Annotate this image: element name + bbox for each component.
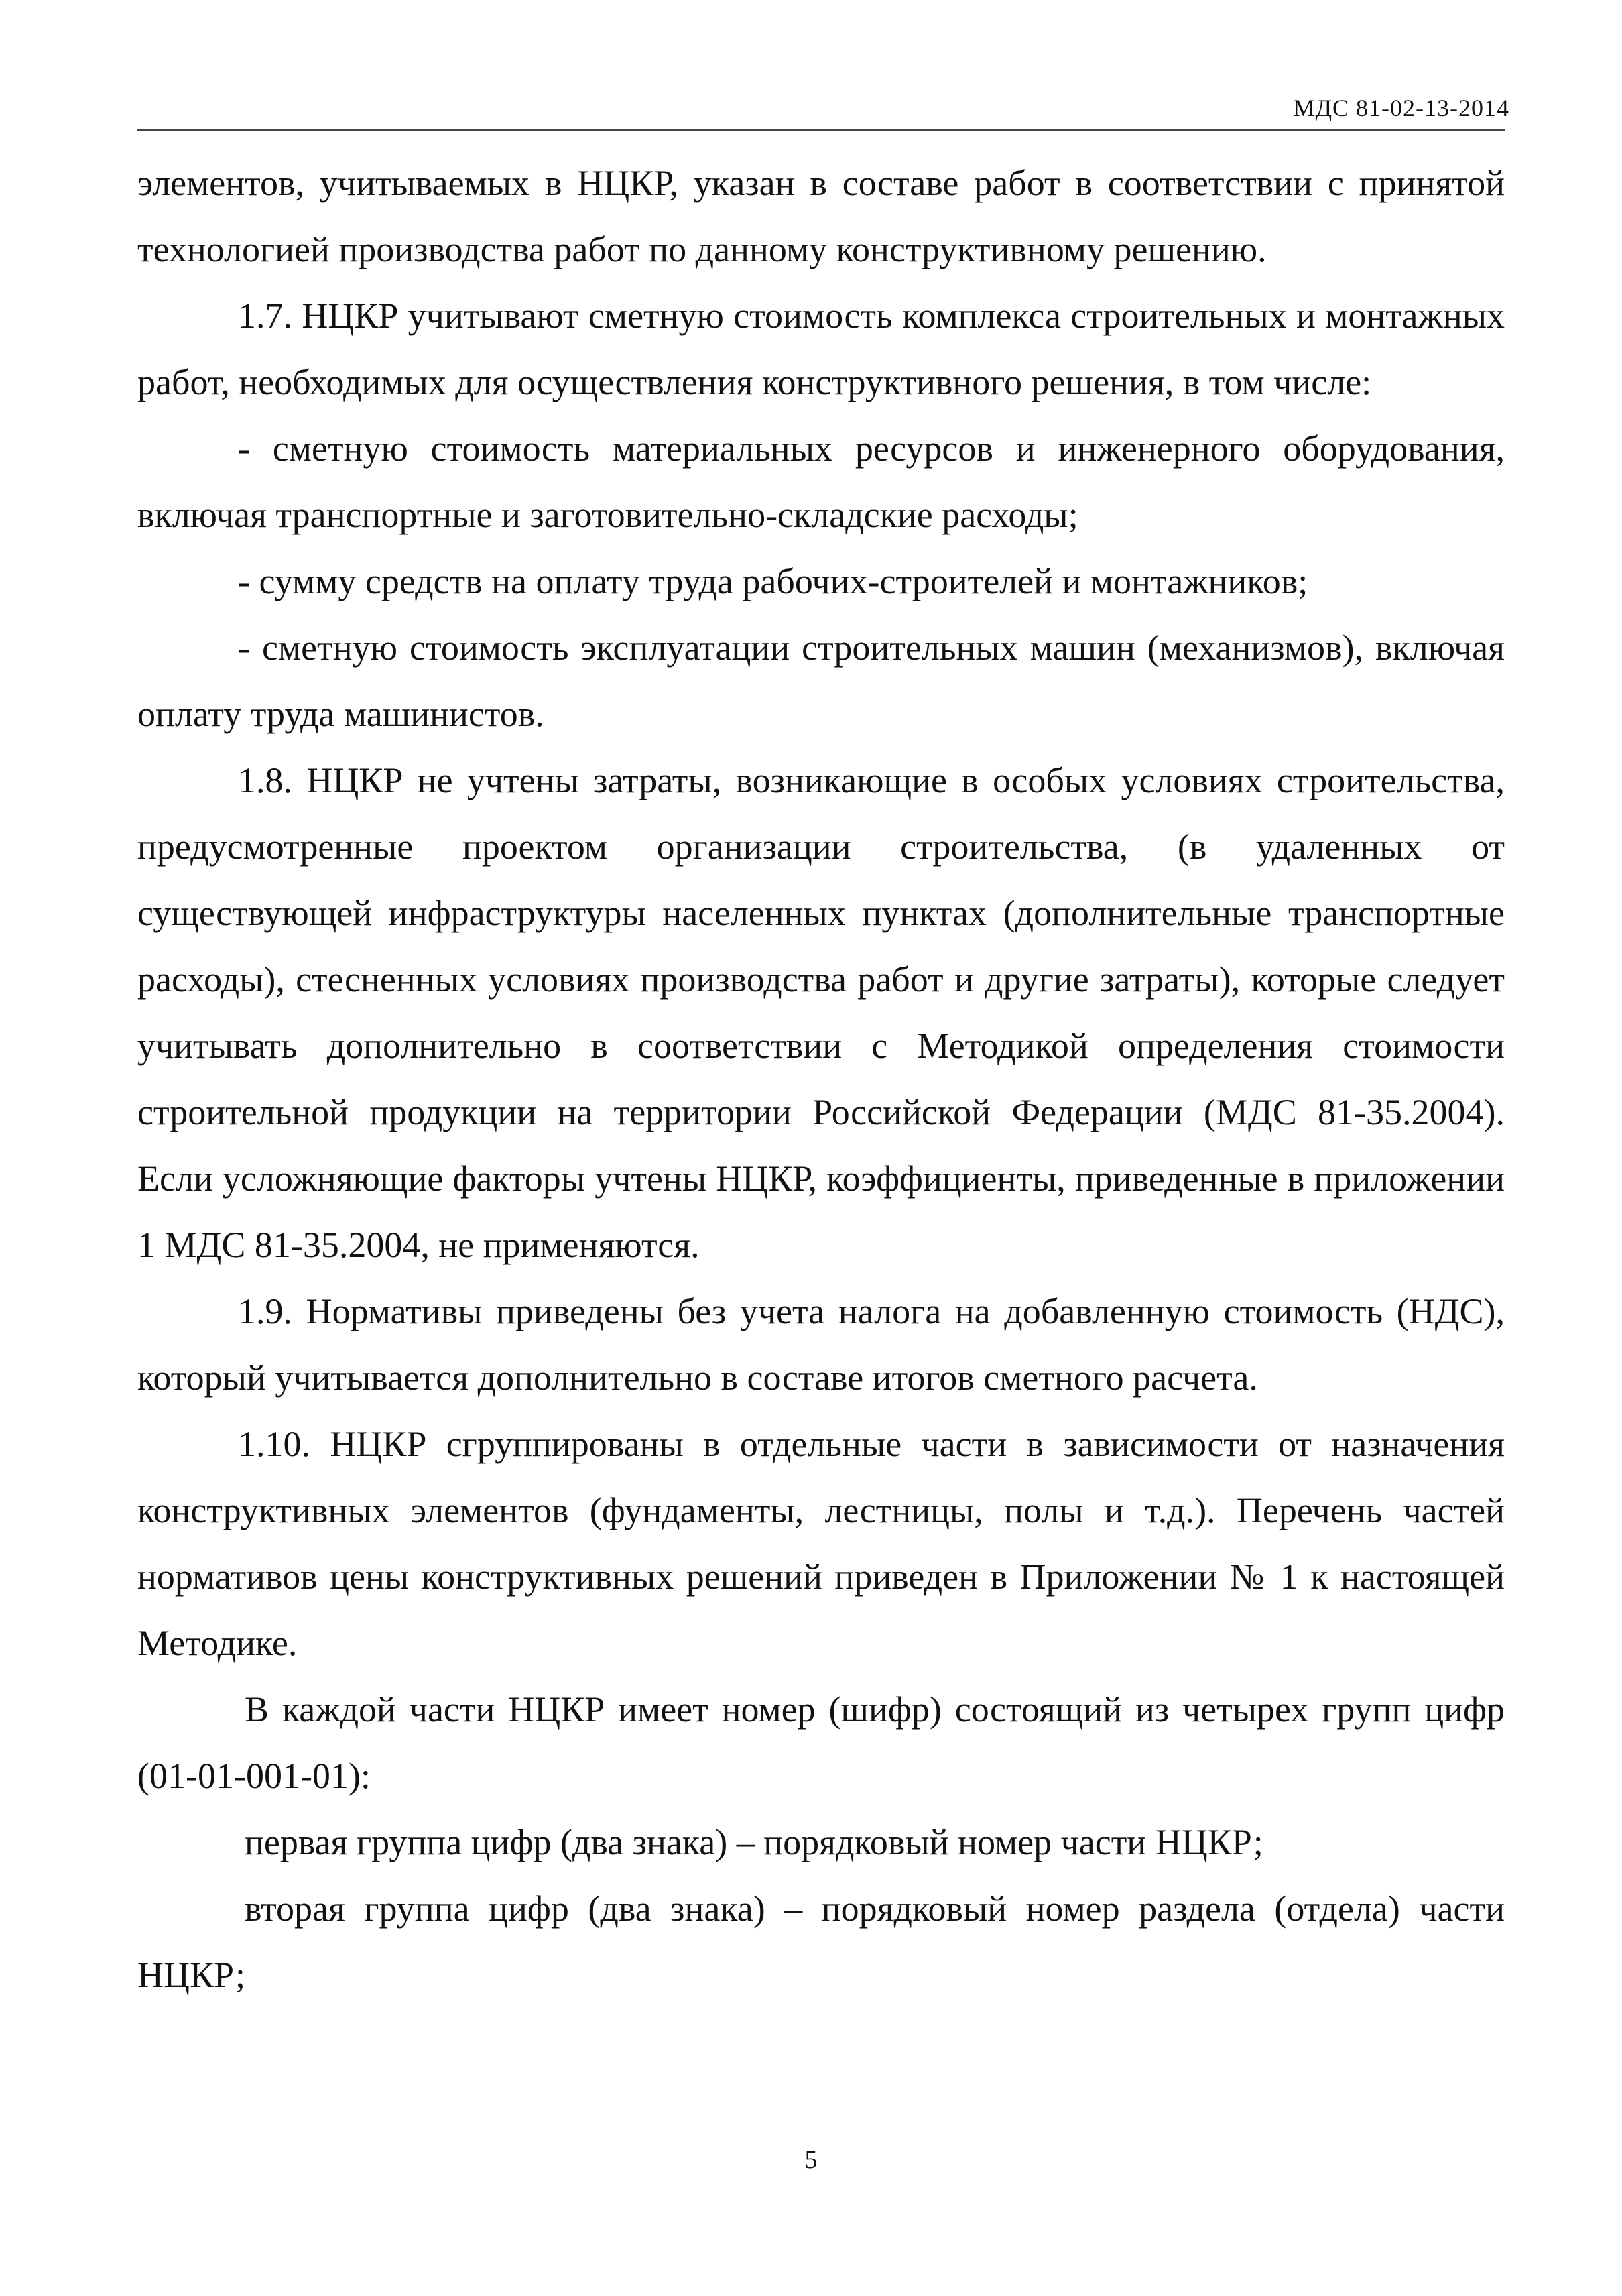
document-code: МДС 81-02-13-2014	[1293, 95, 1509, 121]
paragraph-1-10: 1.10. НЦКР сгруппированы в отдельные части в зависимости от назначения конструктивных элементов (фундаменты, лестницы, полы и т.д.). Перечень частей нормативов цены конструктивных решений приведен в Приложении № 1 к настоящей Методике.	[137, 1424, 1505, 1663]
list-item-labor: - сумму средств на оплату труда рабочих-строителей и монтажников;	[238, 561, 1308, 601]
document-body	[137, 150, 1505, 2008]
paragraph-continuation: элементов, учитываемых в НЦКР, указан в составе работ в соответствии с принятой технологией производства работ по данному конструктивному решению.	[137, 163, 1505, 269]
page-number: 5	[804, 2146, 818, 2174]
paragraph-1-9: 1.9. Нормативы приведены без учета налога на добавленную стоимость (НДС), который учитывается дополнительно в составе итогов сметного расчета.	[137, 1291, 1505, 1398]
paragraph-1-8: 1.8. НЦКР не учтены затраты, возникающие в особых условиях строительства, предусмотренные проектом организации строительства, (в удаленных от существующей инфраструктуры населенных пунктах (дополнительные транспортные расходы), стесненных условиях производства работ и другие затраты), которые следует учитывать дополнительно в соответствии с Методикой определения стоимости строительной продукции на территории Российской Федерации (МДС 81-35.2004). Если усложняющие факторы учтены НЦКР, коэффициенты, приведенные в приложении 1 МДС 81-35.2004, не применяются.	[137, 760, 1505, 1265]
paragraph-1-7: 1.7. НЦКР учитывают сметную стоимость комплекса строительных и монтажных работ, необходимых для осуществления конструктивного решения, в том числе:	[137, 296, 1505, 402]
cipher-group-1: первая группа цифр (два знака) – порядковый номер части НЦКР;	[245, 1822, 1263, 1862]
header-divider	[137, 129, 1505, 131]
list-item-materials: - сметную стоимость материальных ресурсов и инженерного оборудования, включая транспортные и заготовительно-складские расходы;	[137, 428, 1505, 535]
paragraph-cipher: В каждой части НЦКР имеет номер (шифр) состоящий из четырех групп цифр (01-01-001-01):	[137, 1689, 1505, 1796]
cipher-group-2: вторая группа цифр (два знака) – порядковый номер раздела (отдела) части НЦКР;	[137, 1888, 1505, 1995]
list-item-machines: - сметную стоимость эксплуатации строительных машин (механизмов), включая оплату труда машинистов.	[137, 627, 1505, 734]
